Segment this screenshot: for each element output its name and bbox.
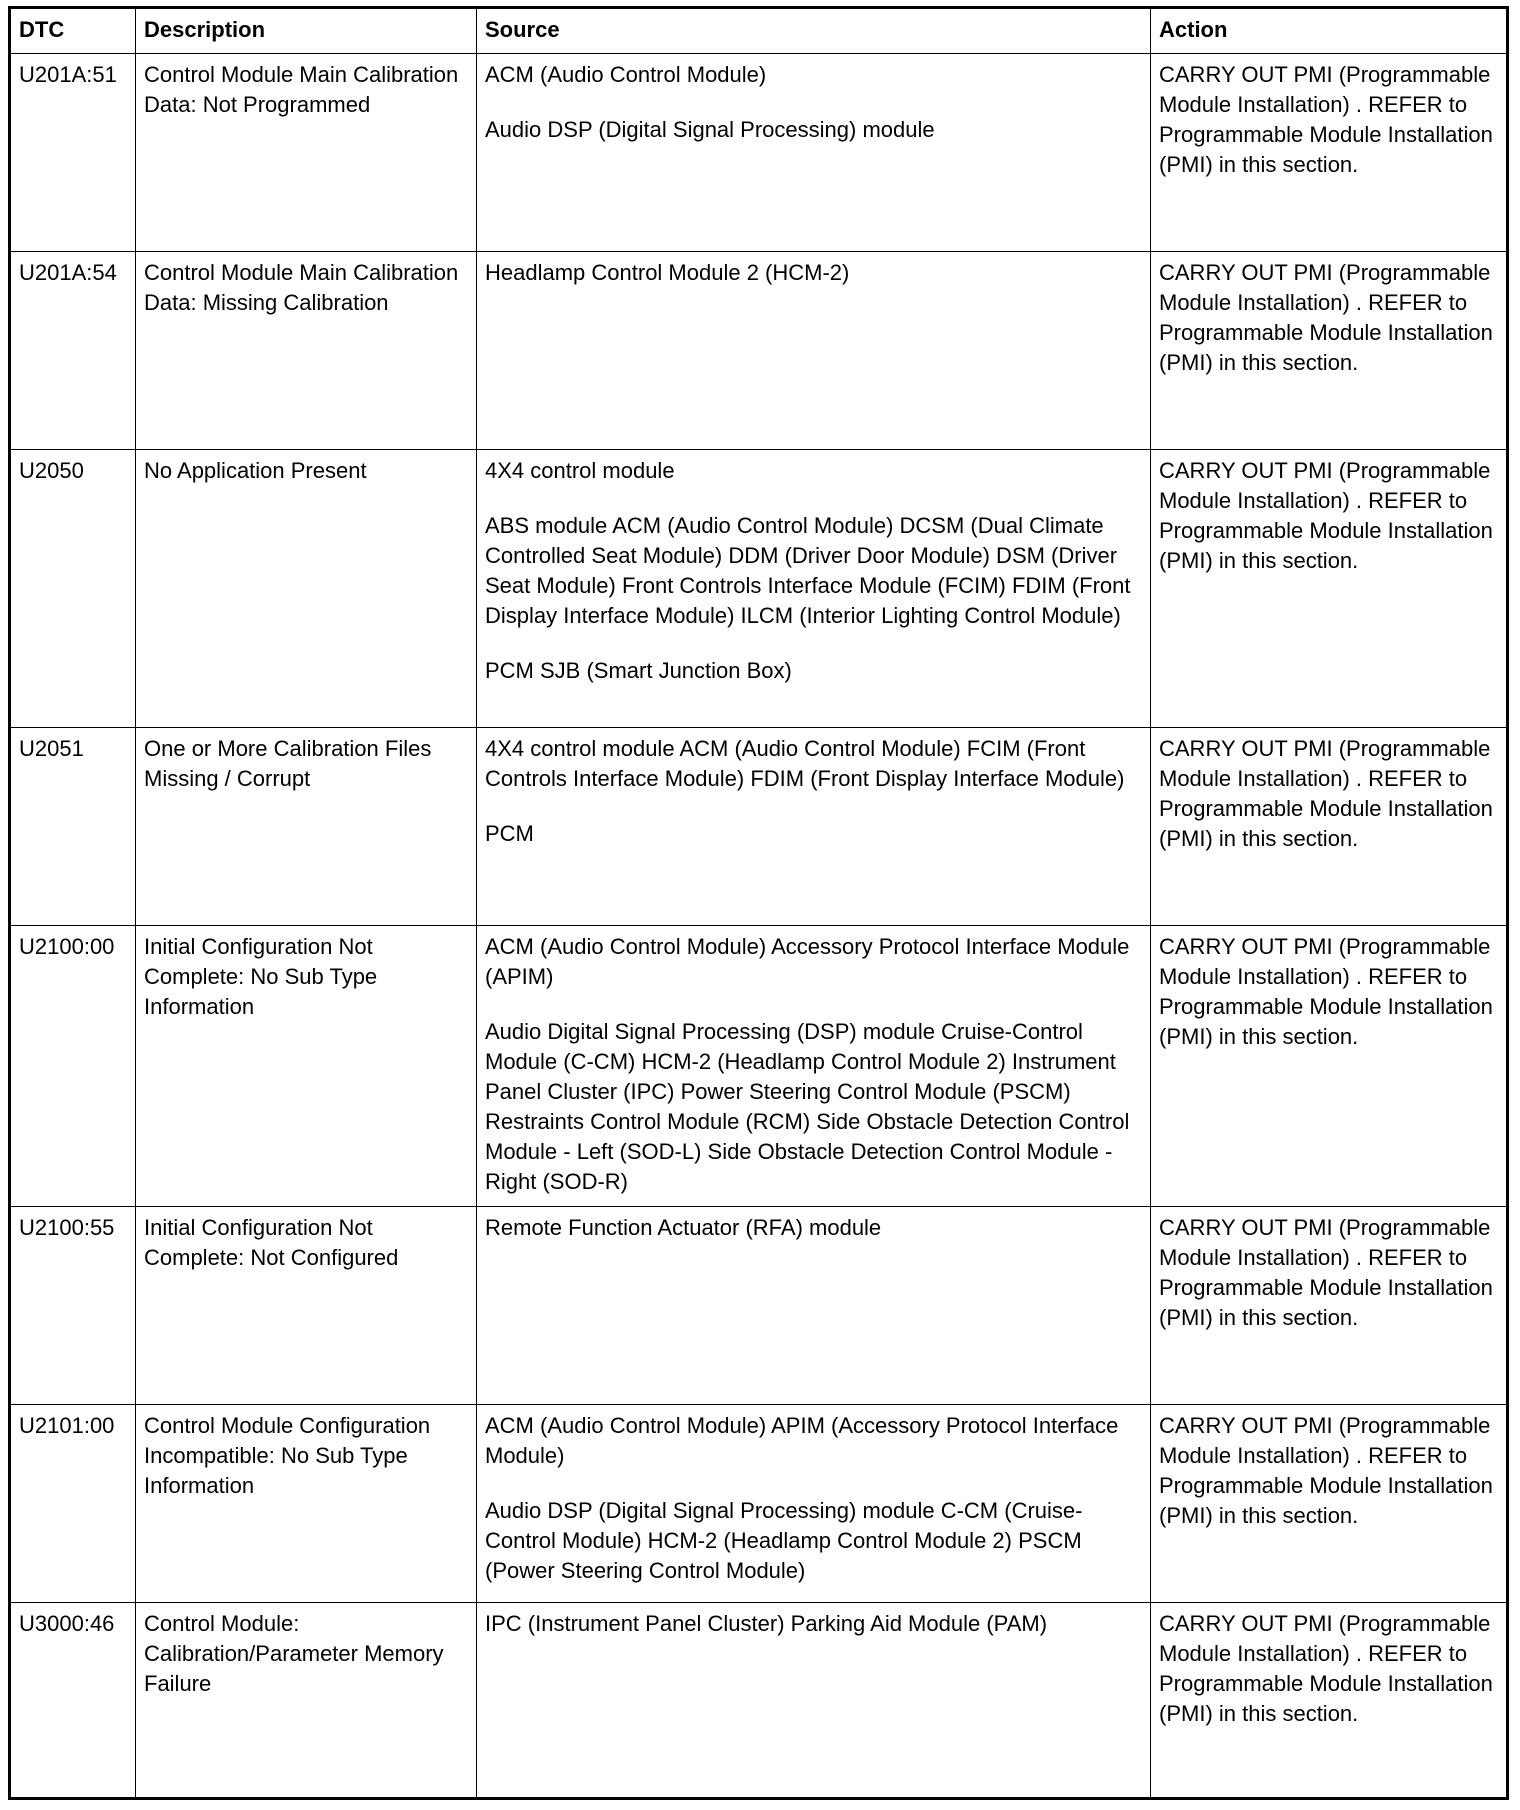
source-paragraph: Audio Digital Signal Processing (DSP) module Cruise-Control Module (C-CM) HCM-2 (Headlamp Control Module 2) Instrument Panel Cluster (IPC) Power Steering Control Module (PSCM) Restraints Control Module (RCM) Side Obstacle Detection Control Module - Left (SOD-L) Side Obstacle Detection Control Module - Right (SOD-R) bbox=[485, 1019, 1130, 1194]
source-cell bbox=[477, 252, 1151, 450]
source-paragraph: ACM (Audio Control Module) Accessory Protocol Interface Module (APIM) bbox=[485, 934, 1130, 989]
table-row bbox=[10, 728, 1508, 926]
source-paragraph: Headlamp Control Module 2 (HCM-2) bbox=[485, 260, 850, 285]
source-cell bbox=[477, 450, 1151, 728]
description-cell: Control Module Main Calibration Data: Not Programmed bbox=[136, 54, 477, 252]
source-cell bbox=[477, 728, 1151, 926]
action-cell: CARRY OUT PMI (Programmable Module Installation) . REFER to Programmable Module Installation (PMI) in this section. bbox=[1151, 728, 1508, 926]
dtc-cell: U2050 bbox=[10, 450, 136, 728]
table-row bbox=[10, 1603, 1508, 1799]
table-row bbox=[10, 1207, 1508, 1405]
description-cell: Initial Configuration Not Complete: Not Configured bbox=[136, 1207, 477, 1405]
source-cell bbox=[477, 1405, 1151, 1603]
action-cell: CARRY OUT PMI (Programmable Module Installation) . REFER to Programmable Module Installation (PMI) in this section. bbox=[1151, 450, 1508, 728]
dtc-cell: U2051 bbox=[10, 728, 136, 926]
action-cell: CARRY OUT PMI (Programmable Module Installation) . REFER to Programmable Module Installation (PMI) in this section. bbox=[1151, 1603, 1508, 1799]
header-dtc: DTC bbox=[10, 8, 136, 54]
action-cell: CARRY OUT PMI (Programmable Module Installation) . REFER to Programmable Module Installation (PMI) in this section. bbox=[1151, 54, 1508, 252]
source-cell bbox=[477, 54, 1151, 252]
source-paragraph: 4X4 control module ACM (Audio Control Module) FCIM (Front Controls Interface Module) FDIM (Front Display Interface Module) bbox=[485, 736, 1125, 791]
source-cell bbox=[477, 1603, 1151, 1799]
table-row bbox=[10, 252, 1508, 450]
source-paragraph: Audio DSP (Digital Signal Processing) module bbox=[485, 117, 935, 142]
source-paragraph: ACM (Audio Control Module) APIM (Accessory Protocol Interface Module) bbox=[485, 1413, 1119, 1468]
header-description: Description bbox=[136, 8, 477, 54]
source-paragraph: IPC (Instrument Panel Cluster) Parking Aid Module (PAM) bbox=[485, 1611, 1048, 1636]
dtc-cell: U201A:51 bbox=[10, 54, 136, 252]
description-cell: One or More Calibration Files Missing / Corrupt bbox=[136, 728, 477, 926]
source-paragraph: Audio DSP (Digital Signal Processing) module C-CM (Cruise-Control Module) HCM-2 (Headlamp Control Module 2) PSCM (Power Steering Control Module) bbox=[485, 1498, 1083, 1583]
table-row bbox=[10, 926, 1508, 1207]
source-paragraph: ABS module ACM (Audio Control Module) DCSM (Dual Climate Controlled Seat Module) DDM (Driver Door Module) DSM (Driver Seat Module) Front Controls Interface Module (FCIM) FDIM (Front Display Interface Module) ILCM (Interior Lighting Control Module) bbox=[485, 513, 1131, 628]
table-row bbox=[10, 54, 1508, 252]
source-paragraph: PCM SJB (Smart Junction Box) bbox=[485, 658, 792, 683]
dtc-cell: U3000:46 bbox=[10, 1603, 136, 1799]
dtc-cell: U2100:00 bbox=[10, 926, 136, 1207]
source-paragraph: 4X4 control module bbox=[485, 458, 675, 483]
source-paragraph: Remote Function Actuator (RFA) module bbox=[485, 1215, 882, 1240]
header-action: Action bbox=[1151, 8, 1508, 54]
table-header-row bbox=[10, 8, 1508, 54]
source-cell bbox=[477, 926, 1151, 1207]
description-cell: No Application Present bbox=[136, 450, 477, 728]
action-cell: CARRY OUT PMI (Programmable Module Installation) . REFER to Programmable Module Installation (PMI) in this section. bbox=[1151, 1405, 1508, 1603]
description-cell: Control Module: Calibration/Parameter Memory Failure bbox=[136, 1603, 477, 1799]
table-row bbox=[10, 450, 1508, 728]
source-paragraph: PCM bbox=[485, 821, 534, 846]
action-cell: CARRY OUT PMI (Programmable Module Installation) . REFER to Programmable Module Installation (PMI) in this section. bbox=[1151, 926, 1508, 1207]
dtc-cell: U2101:00 bbox=[10, 1405, 136, 1603]
source-cell bbox=[477, 1207, 1151, 1405]
dtc-cell: U2100:55 bbox=[10, 1207, 136, 1405]
action-cell: CARRY OUT PMI (Programmable Module Installation) . REFER to Programmable Module Installation (PMI) in this section. bbox=[1151, 252, 1508, 450]
description-cell: Control Module Configuration Incompatible: No Sub Type Information bbox=[136, 1405, 477, 1603]
source-paragraph: ACM (Audio Control Module) bbox=[485, 62, 767, 87]
header-source: Source bbox=[477, 8, 1151, 54]
description-cell: Initial Configuration Not Complete: No Sub Type Information bbox=[136, 926, 477, 1207]
dtc-table bbox=[8, 6, 1509, 1800]
table-row bbox=[10, 1405, 1508, 1603]
description-cell: Control Module Main Calibration Data: Missing Calibration bbox=[136, 252, 477, 450]
action-cell: CARRY OUT PMI (Programmable Module Installation) . REFER to Programmable Module Installation (PMI) in this section. bbox=[1151, 1207, 1508, 1405]
dtc-cell: U201A:54 bbox=[10, 252, 136, 450]
